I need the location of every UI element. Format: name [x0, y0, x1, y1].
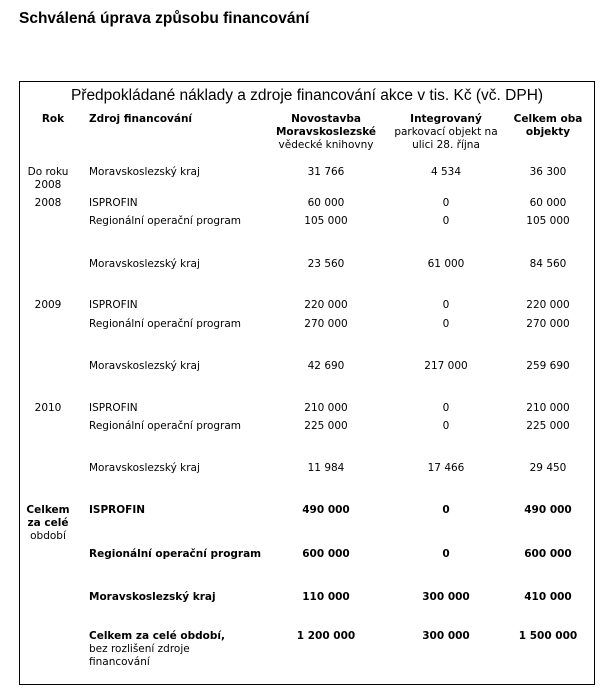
cell-source: Celkem za celé období,: [89, 630, 225, 642]
cell-novostavba: 490 000: [302, 504, 350, 516]
year-label-total-1: Celkem: [26, 504, 70, 516]
year-label-do-roku: Do roku: [27, 166, 69, 178]
cell-source: ISPROFIN: [89, 299, 138, 311]
cell-integrovany: 17 466: [427, 462, 465, 474]
cell-novostavba: 110 000: [302, 591, 350, 603]
year-label-total-2: za celé: [27, 517, 69, 529]
header-integrovany-2: parkovací objekt na: [394, 126, 498, 138]
cell-source: Regionální operační program: [89, 548, 262, 560]
header-celkem-1: Celkem oba: [513, 113, 583, 125]
cell-celkem: 270 000: [526, 318, 570, 330]
cell-integrovany: 0: [442, 548, 450, 560]
cell-novostavba: 11 984: [307, 462, 345, 474]
cell-integrovany: 0: [442, 299, 450, 311]
cell-novostavba: 220 000: [304, 299, 348, 311]
cell-novostavba: 270 000: [304, 318, 348, 330]
year-label-do-roku-2008: 2008: [34, 179, 62, 191]
cell-celkem: 220 000: [526, 299, 570, 311]
cell-celkem: 36 300: [529, 166, 567, 178]
cell-novostavba: 31 766: [307, 166, 345, 178]
cell-novostavba: 23 560: [307, 258, 345, 270]
cell-source: Regionální operační program: [89, 420, 242, 432]
cell-celkem: 29 450: [529, 462, 567, 474]
header-celkem-2: objekty: [525, 126, 571, 138]
header-integrovany-3: ulici 28. října: [412, 139, 480, 151]
cell-source: Moravskoslezský kraj: [89, 166, 200, 178]
header-rok: Rok: [41, 113, 65, 125]
table-caption: Předpokládané náklady a zdroje financování akce v tis. Kč (vč. DPH): [70, 87, 544, 104]
header-novostavba-1: Novostavba: [291, 113, 361, 125]
cell-source: Moravskoslezský kraj: [89, 360, 200, 372]
header-novostavba-3: vědecké knihovny: [278, 139, 374, 151]
year-label-total-3: období: [30, 530, 66, 542]
cell-integrovany: 61 000: [427, 258, 465, 270]
cell-celkem: 84 560: [529, 258, 567, 270]
cell-celkem: 410 000: [524, 591, 572, 603]
cell-novostavba: 105 000: [304, 215, 348, 227]
year-label-2009: 2009: [34, 299, 62, 311]
cell-celkem: 1 500 000: [518, 630, 578, 642]
cell-celkem: 259 690: [526, 360, 570, 372]
cell-source: Moravskoslezský kraj: [89, 591, 216, 603]
cell-integrovany: 4 534: [430, 166, 462, 178]
cell-celkem: 60 000: [529, 197, 567, 209]
cell-celkem: 210 000: [526, 402, 570, 414]
page-title: Schválená úprava způsobu financování: [19, 10, 310, 27]
cell-integrovany: 300 000: [422, 630, 470, 642]
cell-novostavba: 600 000: [302, 548, 350, 560]
cell-novostavba: 60 000: [307, 197, 345, 209]
cell-novostavba: 210 000: [304, 402, 348, 414]
cell-integrovany: 300 000: [422, 591, 470, 603]
header-zdroj: Zdroj financování: [89, 113, 193, 125]
cell-source-line-3: financování: [89, 656, 150, 668]
cell-integrovany: 0: [442, 215, 450, 227]
cell-celkem: 600 000: [524, 548, 572, 560]
year-label-2010: 2010: [34, 402, 62, 414]
cell-source: ISPROFIN: [89, 197, 138, 209]
cell-integrovany: 0: [442, 420, 450, 432]
cell-source: Moravskoslezský kraj: [89, 258, 200, 270]
cell-integrovany: 0: [442, 402, 450, 414]
cell-integrovany: 0: [442, 197, 450, 209]
cell-integrovany: 217 000: [424, 360, 468, 372]
cell-celkem: 105 000: [526, 215, 570, 227]
financing-table: [19, 81, 595, 685]
cell-source: Regionální operační program: [89, 215, 242, 227]
cell-source: Moravskoslezský kraj: [89, 462, 200, 474]
year-label-2008: 2008: [34, 197, 62, 209]
cell-novostavba: 225 000: [304, 420, 348, 432]
cell-celkem: 225 000: [526, 420, 570, 432]
header-novostavba-2: Moravskoslezské: [275, 126, 377, 138]
header-integrovany-1: Integrovaný: [410, 113, 482, 125]
cell-novostavba: 1 200 000: [296, 630, 356, 642]
cell-source-line-2: bez rozlišení zdroje: [89, 643, 190, 655]
cell-source: ISPROFIN: [89, 402, 138, 414]
cell-integrovany: 0: [442, 318, 450, 330]
cell-celkem: 490 000: [524, 504, 572, 516]
cell-source: Regionální operační program: [89, 318, 242, 330]
cell-integrovany: 0: [442, 504, 450, 516]
cell-source: ISPROFIN: [89, 504, 146, 516]
cell-novostavba: 42 690: [307, 360, 345, 372]
